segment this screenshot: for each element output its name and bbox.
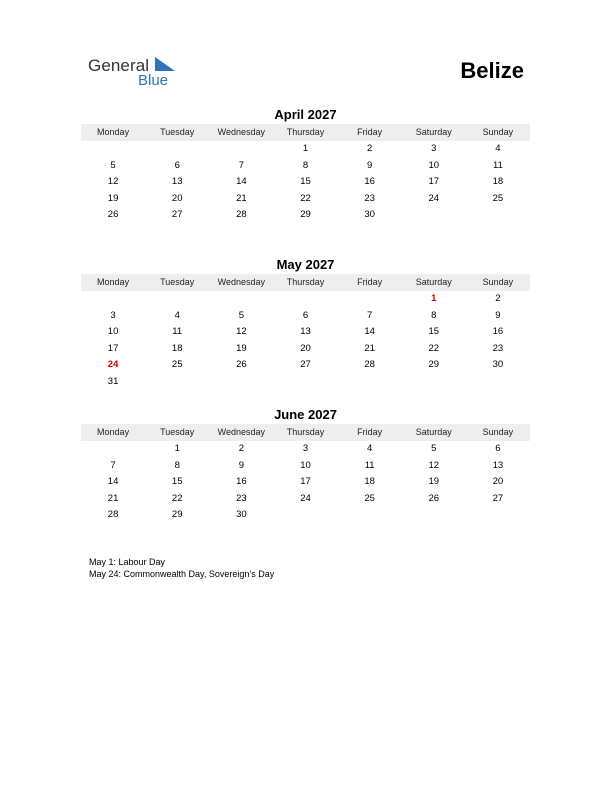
week-row bbox=[81, 474, 530, 491]
empty-day-cell bbox=[145, 141, 209, 158]
holiday-day-cell: 1 bbox=[431, 293, 437, 304]
day-cell: 19 bbox=[428, 476, 440, 487]
holiday-note: May 1: Labour Day bbox=[89, 557, 166, 567]
day-cell: 24 bbox=[428, 192, 440, 204]
day-cell: 12 bbox=[107, 176, 119, 187]
day-cell: 10 bbox=[300, 459, 311, 471]
day-cell: 1 bbox=[302, 143, 309, 154]
day-cell: 7 bbox=[238, 159, 244, 171]
day-cell: 2 bbox=[495, 293, 501, 304]
day-cell: 23 bbox=[492, 342, 504, 354]
week-row bbox=[81, 291, 530, 308]
day-cell: 12 bbox=[236, 326, 247, 337]
weekday-header: Monday bbox=[97, 427, 130, 437]
day-cell: 14 bbox=[364, 326, 375, 337]
day-cell: 7 bbox=[110, 459, 116, 471]
day-cell: 4 bbox=[366, 443, 373, 454]
weekday-header: Tuesday bbox=[160, 127, 195, 137]
day-cell: 3 bbox=[110, 309, 116, 321]
month-april bbox=[81, 106, 530, 224]
week-row bbox=[81, 191, 530, 208]
weekday-header: Wednesday bbox=[217, 427, 266, 437]
day-cell: 3 bbox=[302, 443, 309, 454]
weekday-header: Friday bbox=[357, 277, 383, 287]
weekday-header: Wednesday bbox=[217, 277, 266, 287]
weekday-header: Sunday bbox=[482, 127, 514, 137]
day-cell: 10 bbox=[107, 326, 119, 337]
empty-day-cell bbox=[466, 374, 530, 391]
empty-day-cell bbox=[145, 374, 209, 391]
day-cell: 29 bbox=[300, 209, 311, 220]
weekday-header: Thursday bbox=[286, 127, 325, 137]
day-cell: 12 bbox=[428, 459, 440, 471]
day-cell: 15 bbox=[428, 326, 440, 337]
empty-day-cell bbox=[81, 441, 145, 458]
week-row bbox=[81, 174, 530, 191]
week-row bbox=[81, 441, 530, 458]
day-cell: 18 bbox=[364, 476, 375, 487]
day-cell: 26 bbox=[428, 492, 440, 504]
logo-blue-text: Blue bbox=[138, 72, 169, 89]
weekday-header: Friday bbox=[357, 427, 383, 437]
logo-flag-icon bbox=[155, 57, 175, 71]
empty-day-cell bbox=[209, 291, 273, 308]
weekday-header: Tuesday bbox=[160, 277, 195, 287]
day-cell: 9 bbox=[495, 309, 501, 321]
day-cell: 17 bbox=[428, 176, 440, 187]
day-cell: 30 bbox=[364, 209, 375, 220]
empty-day-cell bbox=[466, 507, 530, 524]
country-title: Belize bbox=[460, 58, 524, 83]
day-cell: 26 bbox=[107, 209, 119, 220]
empty-day-cell bbox=[145, 291, 209, 308]
day-cell: 29 bbox=[428, 359, 440, 370]
weekday-header-row bbox=[81, 424, 530, 441]
day-cell: 20 bbox=[300, 342, 311, 354]
weekday-header: Thursday bbox=[286, 427, 325, 437]
day-cell: 28 bbox=[236, 209, 247, 220]
day-cell: 14 bbox=[107, 476, 119, 487]
day-cell: 27 bbox=[300, 359, 311, 370]
day-cell: 23 bbox=[236, 492, 247, 504]
day-cell: 19 bbox=[236, 342, 247, 354]
day-cell: 18 bbox=[492, 176, 504, 187]
day-cell: 3 bbox=[431, 143, 437, 154]
day-cell: 8 bbox=[174, 459, 180, 471]
day-cell: 22 bbox=[171, 492, 183, 504]
holiday-list bbox=[89, 556, 274, 580]
day-cell: 6 bbox=[302, 309, 309, 321]
empty-day-cell bbox=[81, 291, 145, 308]
month-title: June 2027 bbox=[274, 407, 337, 422]
day-cell: 27 bbox=[171, 209, 183, 220]
day-cell: 19 bbox=[107, 192, 119, 204]
day-cell: 31 bbox=[107, 375, 119, 387]
week-row bbox=[81, 491, 530, 508]
weekday-header: Monday bbox=[97, 127, 130, 137]
day-cell: 30 bbox=[492, 359, 504, 370]
day-cell: 21 bbox=[364, 342, 375, 354]
day-cell: 20 bbox=[492, 476, 504, 487]
day-cell: 13 bbox=[492, 459, 504, 471]
month-title: April 2027 bbox=[274, 107, 337, 122]
day-cell: 17 bbox=[107, 342, 119, 354]
day-cell: 11 bbox=[364, 459, 375, 471]
week-row bbox=[81, 308, 530, 325]
day-cell: 15 bbox=[171, 476, 183, 487]
empty-day-cell bbox=[402, 507, 466, 524]
week-row bbox=[81, 141, 530, 158]
week-row bbox=[81, 458, 530, 475]
week-row bbox=[81, 374, 530, 391]
day-cell: 27 bbox=[492, 492, 504, 504]
day-cell: 4 bbox=[495, 143, 501, 154]
week-row bbox=[81, 341, 530, 358]
holiday-note: May 24: Commonwealth Day, Sovereign’s Day bbox=[89, 569, 275, 579]
month-title: May 2027 bbox=[276, 257, 335, 272]
day-cell: 26 bbox=[236, 359, 247, 370]
day-cell: 13 bbox=[300, 326, 311, 337]
empty-day-cell bbox=[81, 141, 145, 158]
empty-day-cell bbox=[402, 374, 466, 391]
day-cell: 16 bbox=[364, 176, 375, 187]
weekday-header: Saturday bbox=[415, 277, 452, 287]
empty-day-cell bbox=[338, 507, 402, 524]
day-cell: 29 bbox=[171, 509, 183, 520]
day-cell: 21 bbox=[236, 192, 247, 204]
day-cell: 2 bbox=[238, 443, 244, 454]
day-cell: 24 bbox=[300, 492, 311, 504]
day-cell: 5 bbox=[431, 443, 437, 454]
day-cell: 23 bbox=[364, 192, 375, 204]
day-cell: 14 bbox=[236, 176, 247, 187]
holiday-day-cell: 24 bbox=[107, 359, 119, 370]
day-cell: 10 bbox=[428, 159, 440, 171]
logo-general-text: General bbox=[88, 56, 150, 75]
day-cell: 1 bbox=[174, 443, 180, 454]
day-cell: 9 bbox=[238, 459, 244, 471]
weekday-header: Tuesday bbox=[160, 427, 195, 437]
weekday-header: Saturday bbox=[415, 427, 452, 437]
day-cell: 9 bbox=[366, 159, 373, 171]
weekday-header: Wednesday bbox=[217, 127, 266, 137]
week-row bbox=[81, 507, 530, 524]
empty-day-cell bbox=[273, 374, 337, 391]
day-cell: 20 bbox=[171, 192, 183, 204]
weekday-header: Sunday bbox=[482, 277, 514, 287]
day-cell: 11 bbox=[172, 326, 183, 337]
day-cell: 25 bbox=[171, 359, 183, 370]
empty-day-cell bbox=[273, 507, 337, 524]
day-cell: 17 bbox=[300, 476, 311, 487]
empty-day-cell bbox=[209, 374, 273, 391]
day-cell: 16 bbox=[236, 476, 247, 487]
week-row bbox=[81, 207, 530, 224]
empty-day-cell bbox=[209, 141, 273, 158]
day-cell: 25 bbox=[492, 192, 504, 204]
empty-day-cell bbox=[338, 374, 402, 391]
empty-day-cell bbox=[338, 291, 402, 308]
day-cell: 5 bbox=[238, 309, 244, 321]
day-cell: 6 bbox=[174, 159, 180, 171]
week-row bbox=[81, 158, 530, 175]
day-cell: 18 bbox=[171, 342, 183, 354]
weekday-header: Monday bbox=[97, 277, 130, 287]
weekday-header-row bbox=[81, 274, 530, 291]
day-cell: 6 bbox=[495, 443, 501, 454]
day-cell: 13 bbox=[171, 176, 183, 187]
day-cell: 8 bbox=[302, 159, 309, 171]
day-cell: 7 bbox=[366, 309, 373, 321]
generalblue-logo bbox=[88, 56, 188, 92]
day-cell: 2 bbox=[366, 143, 373, 154]
day-cell: 4 bbox=[174, 309, 180, 321]
day-cell: 28 bbox=[107, 509, 119, 520]
day-cell: 15 bbox=[300, 176, 311, 187]
day-cell: 11 bbox=[492, 159, 503, 171]
day-cell: 5 bbox=[110, 159, 116, 171]
day-cell: 22 bbox=[428, 342, 440, 354]
month-may bbox=[81, 256, 530, 390]
day-cell: 30 bbox=[236, 509, 247, 520]
weekday-header-row bbox=[81, 124, 530, 141]
day-cell: 8 bbox=[431, 309, 437, 321]
weekday-header: Thursday bbox=[286, 277, 325, 287]
empty-day-cell bbox=[466, 207, 530, 224]
weekday-header: Friday bbox=[357, 127, 383, 137]
empty-day-cell bbox=[273, 291, 337, 308]
weekday-header: Saturday bbox=[415, 127, 452, 137]
empty-day-cell bbox=[402, 207, 466, 224]
week-row bbox=[81, 357, 530, 374]
month-june bbox=[81, 406, 530, 524]
day-cell: 25 bbox=[364, 492, 375, 504]
day-cell: 16 bbox=[492, 326, 504, 337]
day-cell: 22 bbox=[300, 192, 311, 204]
week-row bbox=[81, 324, 530, 341]
day-cell: 21 bbox=[107, 492, 119, 504]
weekday-header: Sunday bbox=[482, 427, 514, 437]
day-cell: 28 bbox=[364, 359, 375, 370]
